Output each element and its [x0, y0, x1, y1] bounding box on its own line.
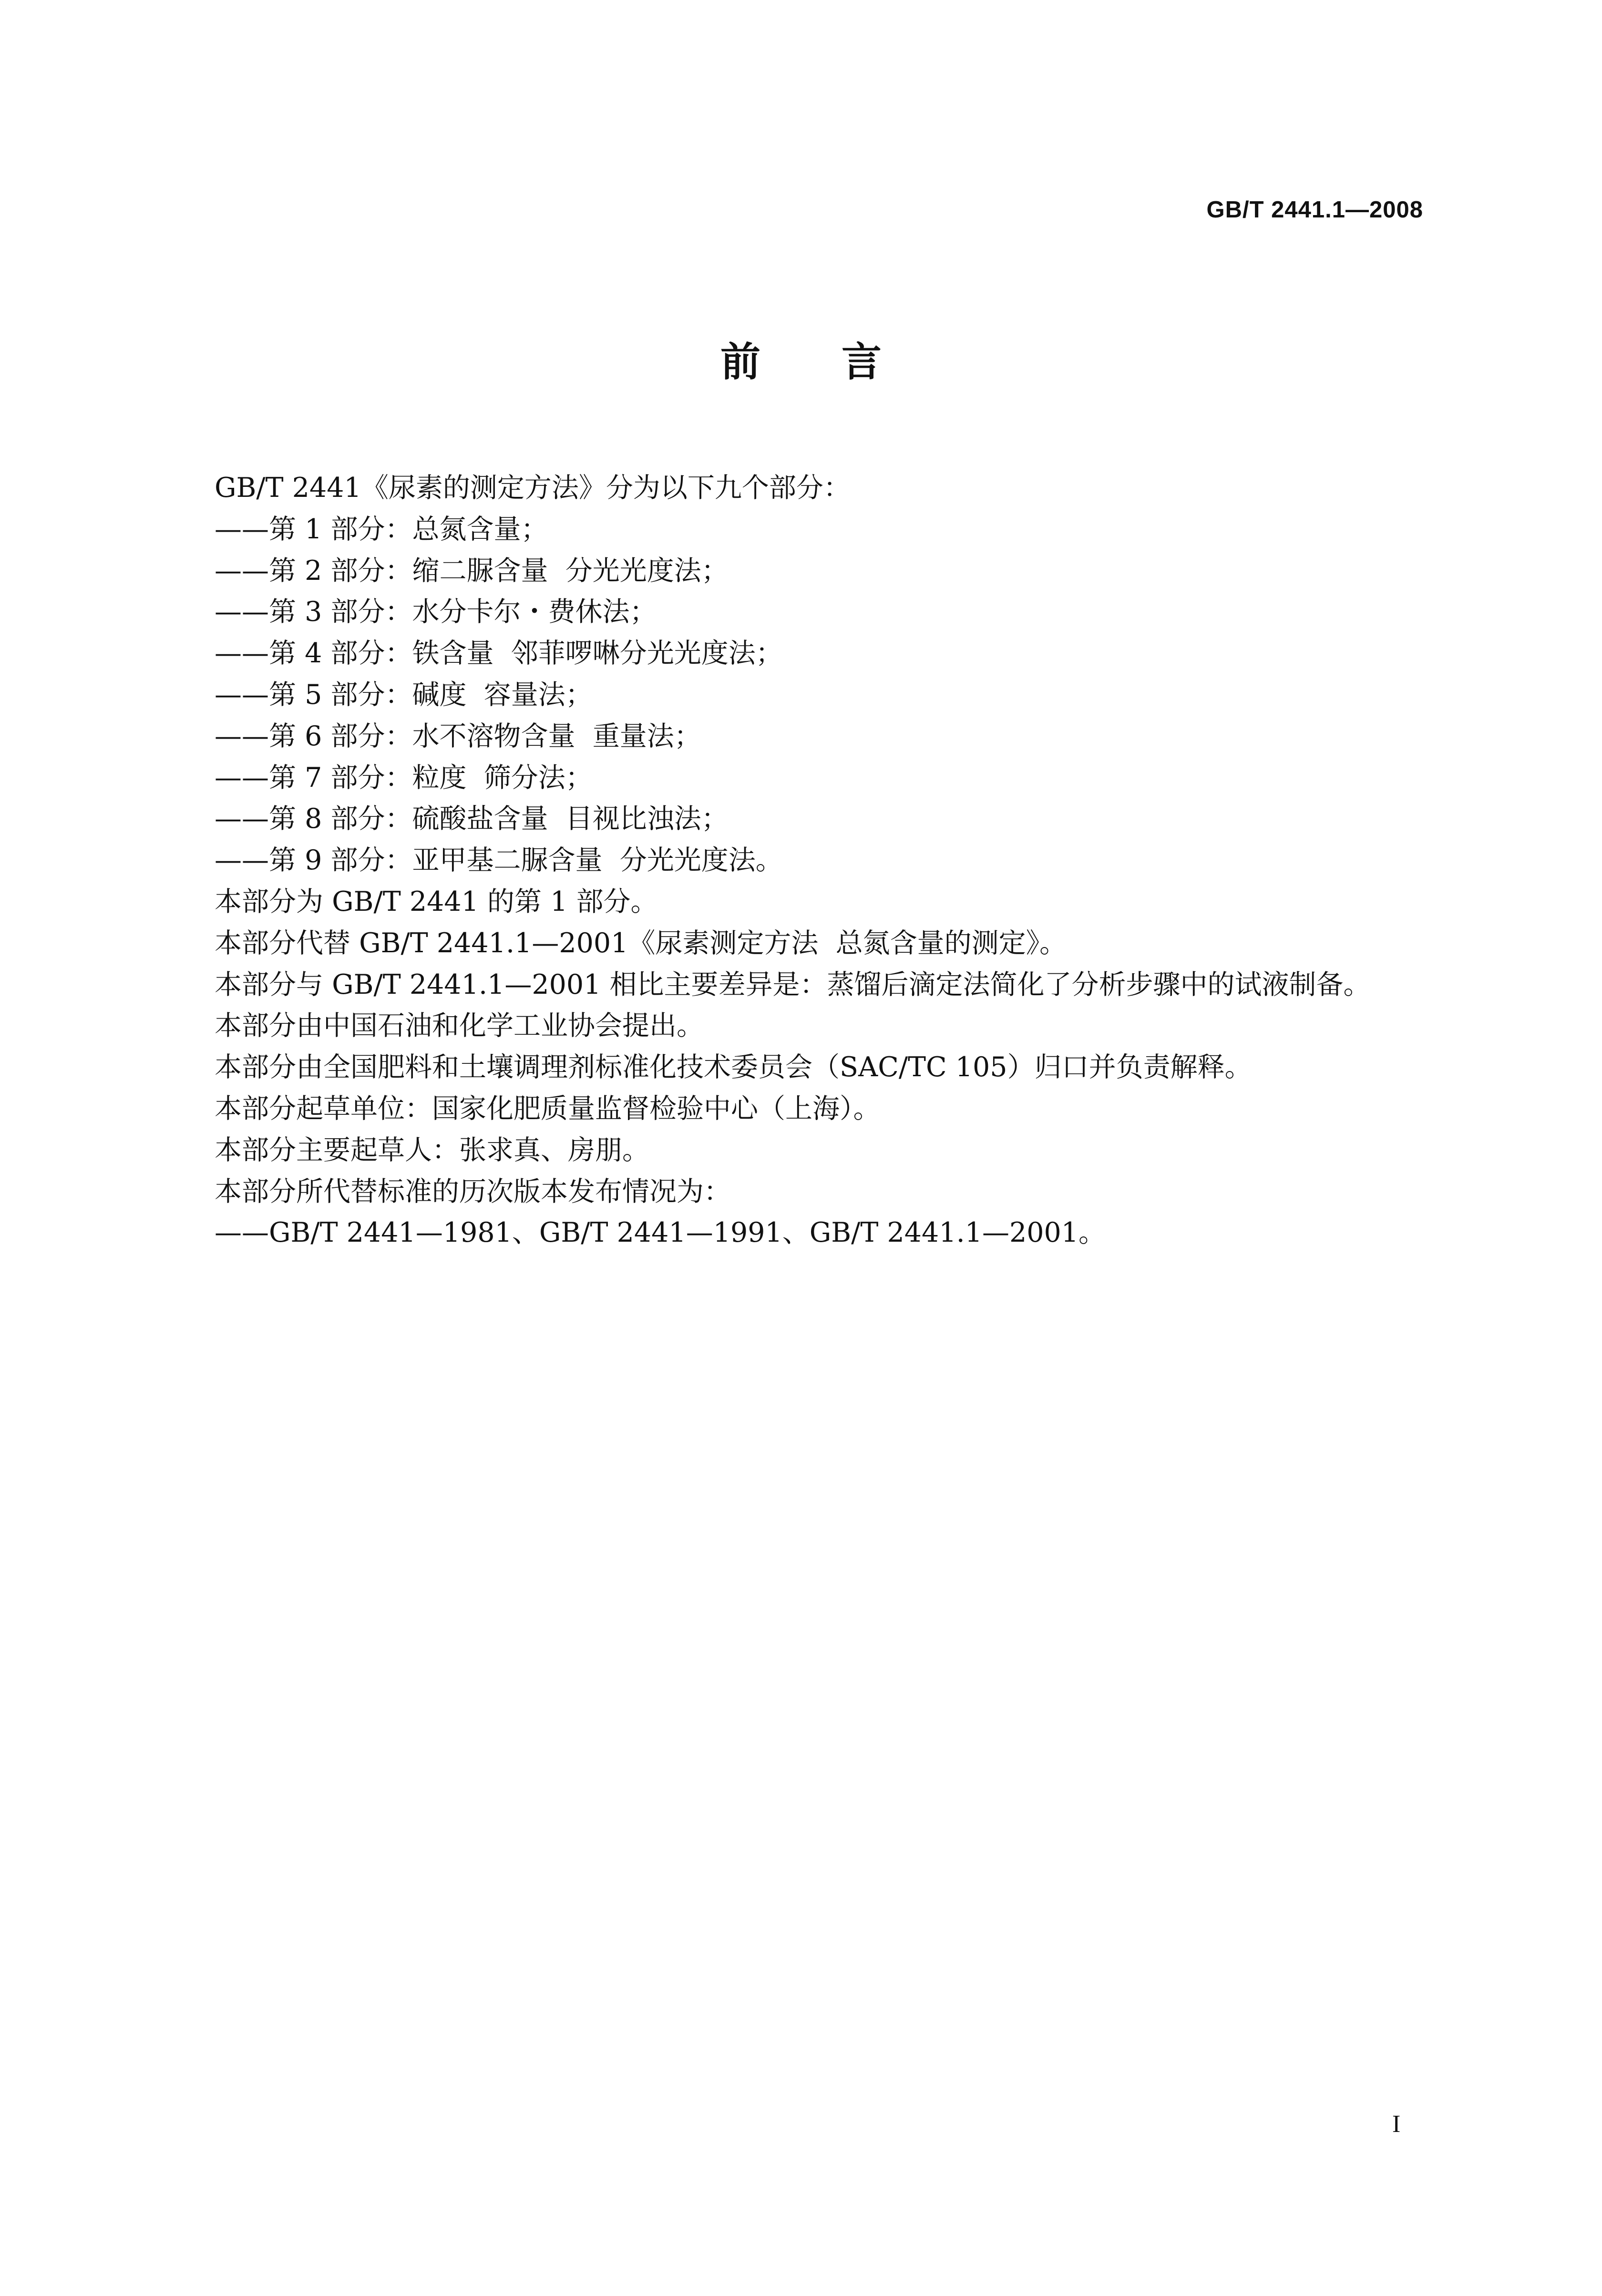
- part-item-9: ——第 9 部分：亚甲基二脲含量 分光光度法。: [215, 844, 783, 876]
- statement-drafting-unit: 本部分起草单位：国家化肥质量监督检验中心（上海）。: [215, 1092, 881, 1124]
- statement-history-intro: 本部分所代替标准的历次版本发布情况为：: [215, 1175, 731, 1207]
- intro-line: GB/T 2441《尿素的测定方法》分为以下九个部分：: [215, 472, 851, 504]
- foreword-body: [215, 467, 1435, 1254]
- statement-drafters: 本部分主要起草人：张求真、房朋。: [215, 1134, 649, 1166]
- page-title: 前言: [720, 339, 963, 385]
- part-item-1: ——第 1 部分：总氮含量；: [215, 513, 548, 545]
- part-item-4: ——第 4 部分：铁含量 邻菲啰啉分光光度法；: [215, 638, 783, 669]
- part-item-2: ——第 2 部分：缩二脲含量 分光光度法；: [215, 555, 729, 587]
- page-number: I: [1392, 2111, 1401, 2138]
- statement-part-of: 本部分为 GB/T 2441 的第 1 部分。: [215, 885, 658, 917]
- statement-replaces: 本部分代替 GB/T 2441.1—2001《尿素测定方法 总氮含量的测定》。: [215, 927, 1067, 959]
- standard-number: GB/T 2441.1—2008: [1206, 197, 1423, 223]
- statement-differences: 本部分与 GB/T 2441.1—2001 相比主要差异是：蒸馏后滴定法简化了分析步骤中的试液制备。: [215, 968, 1371, 1000]
- part-item-6: ——第 6 部分：水不溶物含量 重量法；: [215, 720, 701, 752]
- history-line: ——GB/T 2441—1981、GB/T 2441—1991、GB/T 2441.1—2001。: [215, 1217, 1106, 1249]
- statement-proposed-by: 本部分由中国石油和化学工业协会提出。: [215, 1010, 704, 1042]
- part-item-7: ——第 7 部分：粒度 筛分法；: [215, 762, 593, 793]
- part-item-3: ——第 3 部分：水分卡尔・费休法；: [215, 596, 657, 628]
- part-item-8: ——第 8 部分：硫酸盐含量 目视比浊法；: [215, 803, 729, 835]
- part-item-5: ——第 5 部分：碱度 容量法；: [215, 679, 593, 710]
- statement-committee: 本部分由全国肥料和土壤调理剂标准化技术委员会（SAC/TC 105）归口并负责解释。: [215, 1051, 1252, 1083]
